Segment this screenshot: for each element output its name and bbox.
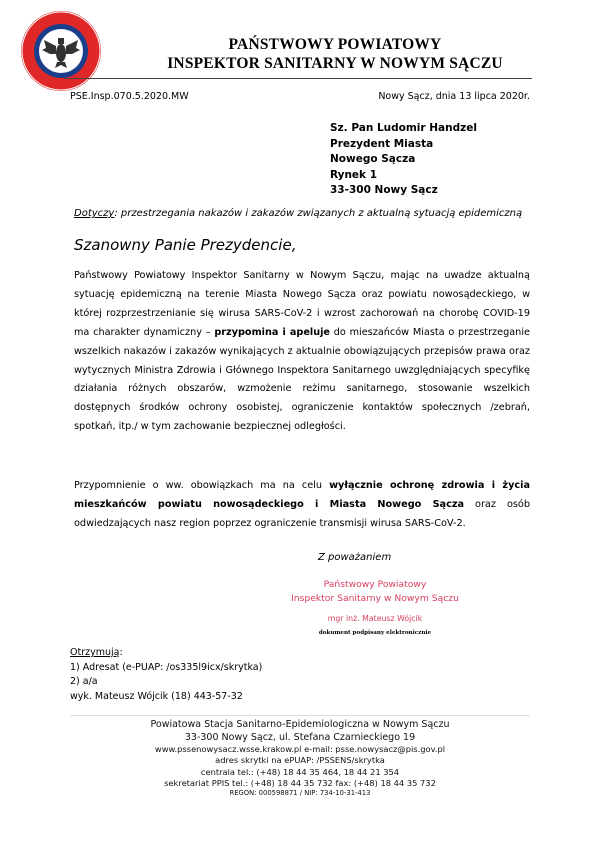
footer-line: www.pssenowysacz.wsse.krakow.pl e-mail: psse.nowysacz@pis.gov.pl xyxy=(154,744,446,754)
recipient-line: 33-300 Nowy Sącz xyxy=(330,184,438,197)
subject-text: : przestrzegania nakazów i zakazów związanych z aktualną sytuacją epidemiczną xyxy=(114,208,523,219)
sanitary-inspection-seal xyxy=(20,10,102,92)
recipients-colon: : xyxy=(119,647,123,658)
list-item: 1) Adresat (e-PUAP: /os335l9icx/skrytka) xyxy=(70,661,263,673)
paragraph-text: oraz osób odwiedzających nasz region poprzez ograniczenie transmisji wirusa SARS-CoV-2. xyxy=(74,498,531,529)
signature-block xyxy=(290,578,460,605)
recipients-label: Otrzymują xyxy=(70,647,120,658)
recipient-address xyxy=(330,121,477,199)
header-title-line2: INSPEKTOR SANITARNY W NOWYM SĄCZU xyxy=(167,55,503,72)
body-paragraph-2 xyxy=(74,477,530,534)
signature-title-line1: Państwowy Powiatowy xyxy=(323,579,427,590)
recipient-line: Rynek 1 xyxy=(330,168,377,181)
footer xyxy=(100,718,500,798)
electronic-signature-note: dokument podpisany elektronicznie xyxy=(318,630,432,636)
subject-label: Dotyczy xyxy=(74,208,115,219)
footer-line: sekretariat PPIS tel.: (+48) 18 44 35 732 fax: (+48) 18 44 35 732 xyxy=(164,777,436,788)
recipient-line: Sz. Pan Ludomir Handzel xyxy=(330,122,477,134)
header-rule xyxy=(64,78,532,79)
paragraph-bold: wyłącznie ochronę zdrowia i życia mieszkańców powiatu nowosądeckiego i Miasta Nowego Sącza xyxy=(74,480,530,510)
closing-phrase: Z poważaniem xyxy=(318,552,392,563)
body-paragraph-1 xyxy=(74,267,530,437)
recipient-line: Prezydent Miasta xyxy=(330,137,434,150)
footer-line: adres skrytki na ePUAP: /PSSENS/skrytka xyxy=(215,755,385,766)
paragraph-text: Państwowy Powiatowy Inspektor Sanitarny w Nowym Sączu, mając na uwadze aktualną sytuację epidemiczną na terenie Miasta Nowego Sącza oraz powiatu nowosądeckiego, w której rozprzestrzenianie się wirusa SARS-CoV-2 i wzrost zachorowań na chorobę COVID-19 ma charakter dynamiczny – xyxy=(74,270,530,338)
paragraph-bold: przypomina i apeluje xyxy=(214,326,330,338)
footer-line: 33-300 Nowy Sącz, ul. Stefana Czarnieckiego 19 xyxy=(184,732,416,743)
footer-rule xyxy=(70,715,530,716)
footer-line: REGON: 000598871 / NIP: 734-10-31-413 xyxy=(229,789,371,798)
signatory-name: mgr inż. Mateusz Wójcik xyxy=(327,614,423,623)
recipients-list xyxy=(70,646,262,704)
salutation: Szanowny Panie Prezydencie, xyxy=(74,236,297,254)
reference-number: PSE.Insp.070.5.2020.MW xyxy=(70,91,189,102)
list-item: wyk. Mateusz Wójcik (18) 443-57-32 xyxy=(70,690,243,702)
recipient-line: Nowego Sącza xyxy=(330,153,416,166)
signature-title-line2: Inspektor Sanitarny w Nowym Sączu xyxy=(291,592,459,604)
subject-line xyxy=(74,208,522,219)
list-item: 2) a/a xyxy=(70,676,98,687)
letter-date: Nowy Sącz, dnia 13 lipca 2020r. xyxy=(378,91,530,102)
paragraph-text: do mieszańców Miasta o przestrzeganie wszelkich nakazów i zakazów wynikających z aktualnie obowiązujących przepisów prawa oraz wytycznych Ministra Zdrowia i Głównego Inspektora Sanitarnego uwzględniających specyfikę działania różnych obszarów, wzmożenie reżimu sanitarnego, stosowanie wszelkich dostępnych środków ochrony osobistej, ograniczenie kontaktów społecznych /zebrań, spotkań, itp./ w tym zachowanie bezpiecznej odległości. xyxy=(74,326,530,433)
footer-line: Powiatowa Stacja Sanitarno-Epidemiologiczna w Nowym Sączu xyxy=(150,719,450,730)
header-title-line1: PAŃSTWOWY POWIATOWY xyxy=(228,36,442,53)
recipients-heading xyxy=(70,646,262,661)
footer-line: centrala tel.: (+48) 18 44 35 464, 18 44 21 354 xyxy=(200,766,400,777)
paragraph-text: Przypomnienie o ww. obowiązkach ma na celu xyxy=(74,480,330,491)
